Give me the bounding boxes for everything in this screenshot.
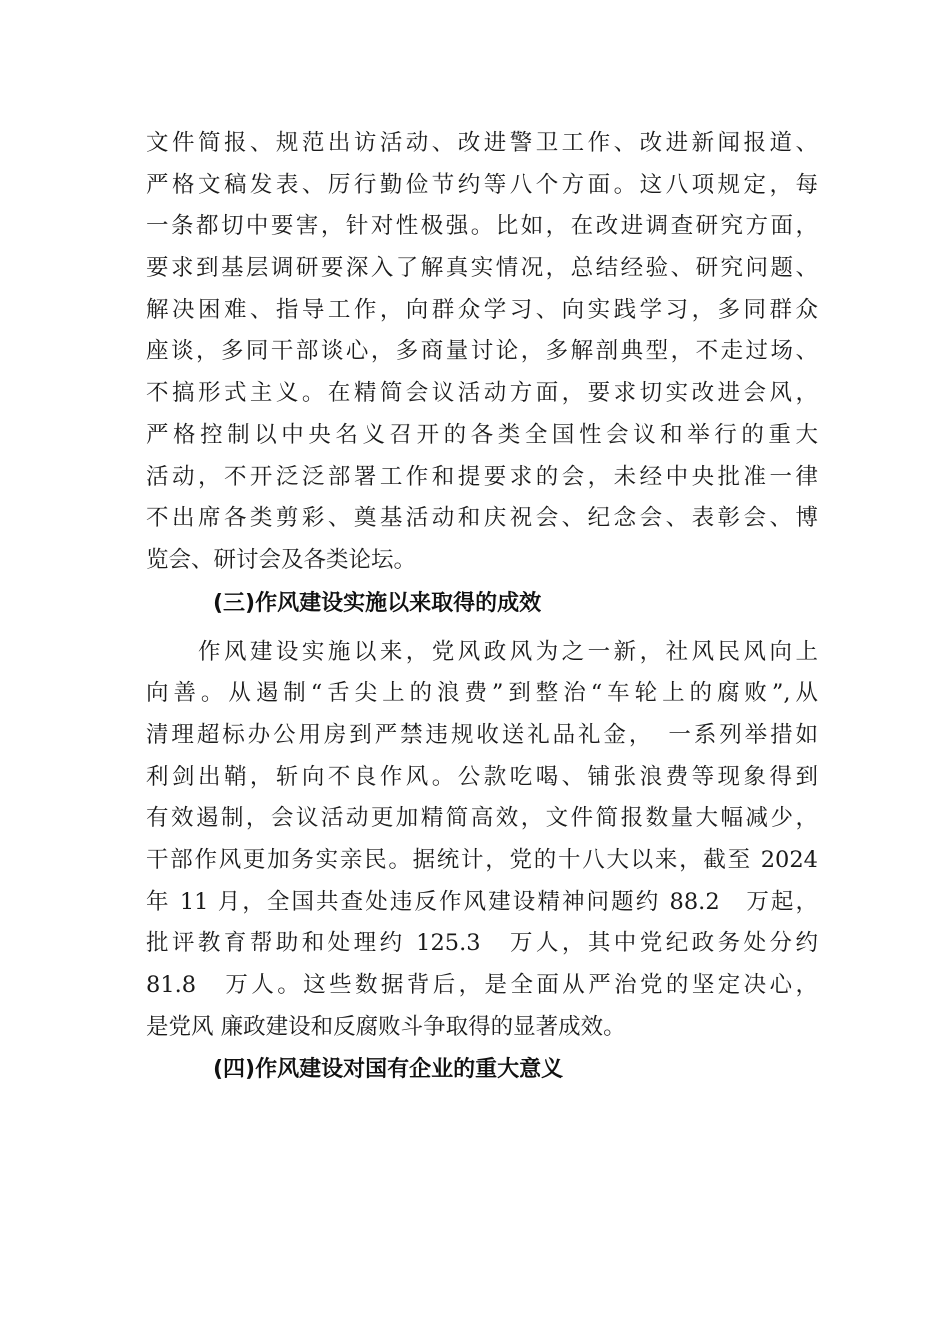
text-line: 活动，不开泛泛部署工作和提要求的会，未经中央批准一律 xyxy=(146,463,818,490)
text-line: 要求到基层调研要深入了解真实情况，总结经验、研究问题、 xyxy=(146,255,818,282)
text-line: 有效遏制，会议活动更加精简高效，文件简报数量大幅减少， xyxy=(146,805,818,832)
text-line: 81.8 万人。这些数据背后，是全面从严治党的坚定决心， xyxy=(146,972,818,999)
text-line: 年 11 月，全国共查处违反作风建设精神问题约 88.2 万起， xyxy=(146,888,818,915)
text-line: 座谈，多同干部谈心，多商量讨论，多解剖典型，不走过场、 xyxy=(146,338,818,365)
text-line: 严格文稿发表、厉行勤俭节约等八个方面。这八项规定，每 xyxy=(146,171,818,198)
text-line: 严格控制以中央名义召开的各类全国性会议和举行的重大 xyxy=(146,421,818,448)
text-line: 一条都切中要害，针对性极强。比如，在改进调查研究方面， xyxy=(146,213,818,240)
text-line: 解决困难、指导工作，向群众学习、向实践学习，多同群众 xyxy=(146,296,818,323)
section-heading-3: (三)作风建设实施以来取得的成效 xyxy=(213,590,542,616)
text-line: 向善。从遏制“舌尖上的浪费”到整治“车轮上的腐败”,从 xyxy=(146,680,818,707)
text-line: 不出席各类剪彩、奠基活动和庆祝会、纪念会、表彰会、博 xyxy=(146,505,818,532)
text-line: 是党风 廉政建设和反腐败斗争取得的显著成效。 xyxy=(146,1013,626,1040)
text-line: 览会、研讨会及各类论坛。 xyxy=(146,546,417,573)
text-line: 作风建设实施以来，党风政风为之一新，社风民风向上 xyxy=(146,638,818,665)
text-line: 批评教育帮助和处理约 125.3 万人，其中党纪政务处分约 xyxy=(146,930,818,957)
paragraph-eight-rules xyxy=(146,123,818,582)
text-line: 干部作风更加务实亲民。据统计，党的十八大以来，截至 2024 xyxy=(146,847,818,873)
text-line: 文件简报、规范出访活动、改进警卫工作、改进新闻报道、 xyxy=(146,130,818,156)
paragraph-achievements xyxy=(146,632,818,1049)
text-line: 利剑出鞘，斩向不良作风。公款吃喝、铺张浪费等现象得到 xyxy=(146,763,818,790)
text-line: 清理超标办公用房到严禁违规收送礼品礼金， 一系列举措如 xyxy=(146,721,818,748)
text-line: 不搞形式主义。在精简会议活动方面，要求切实改进会风， xyxy=(146,380,818,407)
document-body xyxy=(146,123,818,1092)
section-heading-4: (四)作风建设对国有企业的重大意义 xyxy=(213,1057,564,1083)
